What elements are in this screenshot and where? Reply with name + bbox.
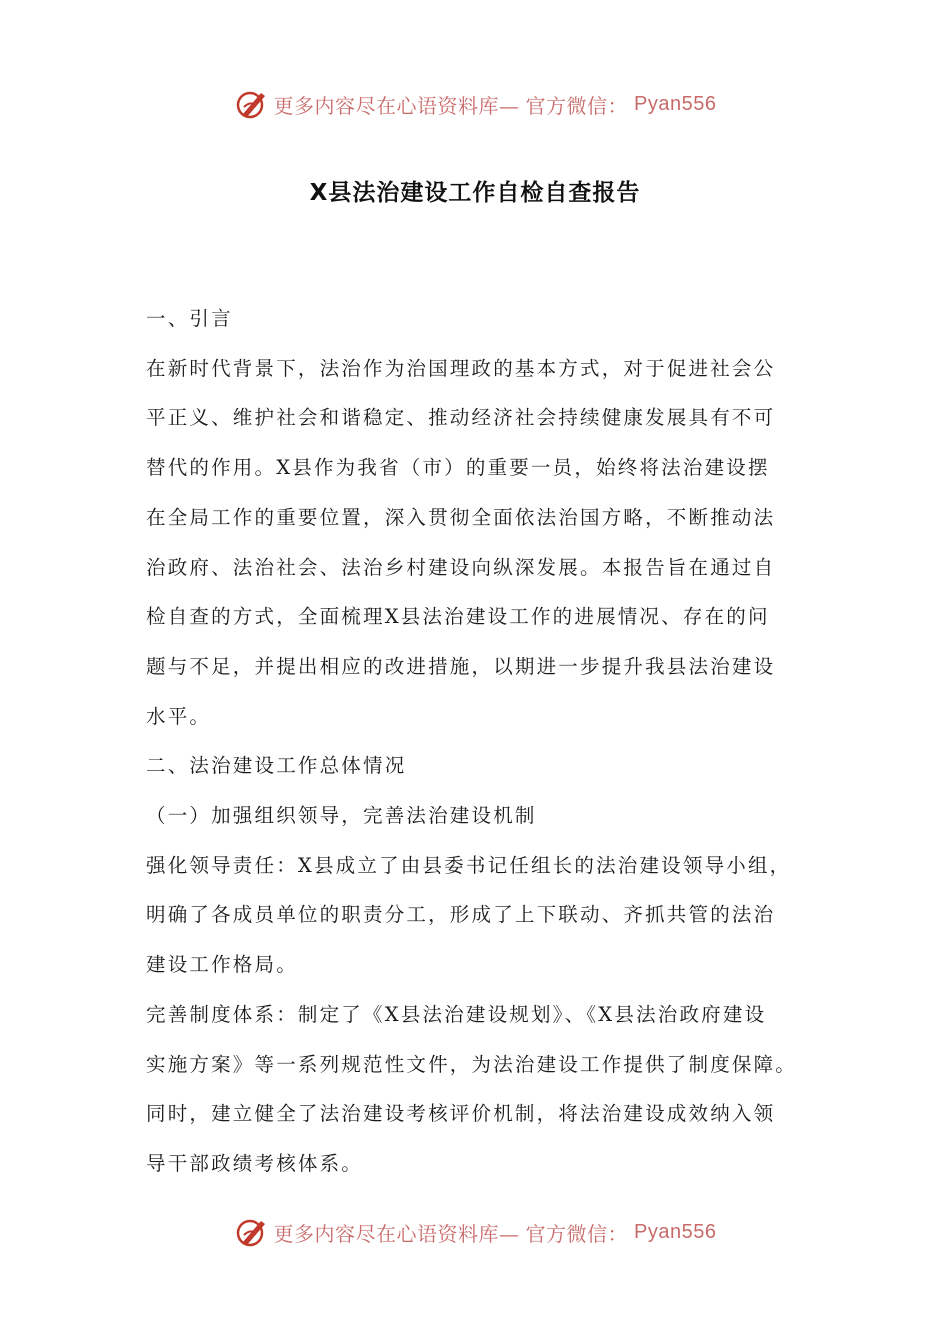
section-heading: 一、引言 xyxy=(146,307,233,330)
paragraph-line: 导干部政绩考核体系。 xyxy=(146,1151,364,1175)
paragraph-line: 在新时代背景下，法治作为治国理政的基本方式，对于促进社会公 xyxy=(146,356,776,380)
watermark-wechat-id: Pyan556 xyxy=(634,92,717,115)
watermark-banner-top xyxy=(0,84,950,124)
document-body xyxy=(146,294,806,1189)
paragraph-line: 题与不足，并提出相应的改进措施，以期进一步提升我县法治建设 xyxy=(146,654,776,678)
paragraph-line: 水平。 xyxy=(146,704,212,728)
watermark-wechat-id: Pyan556 xyxy=(634,1220,717,1243)
subsection-heading: （一）加强组织领导，完善法治建设机制 xyxy=(146,804,537,828)
pen-logo-icon xyxy=(234,87,268,121)
paragraph-line: 强化领导责任：X县成立了由县委书记任组长的法治建设领导小组， xyxy=(146,853,792,877)
paragraph-line: 平正义、维护社会和谐稳定、推动经济社会持续健康发展具有不可 xyxy=(146,406,776,430)
paragraph-line: 治政府、法治社会、法治乡村建设向纵深发展。本报告旨在通过自 xyxy=(146,555,776,579)
paragraph-line: 替代的作用。X县作为我省（市）的重要一员，始终将法治建设摆 xyxy=(146,456,770,480)
section-heading: 二、法治建设工作总体情况 xyxy=(146,754,407,778)
paragraph-line: 同时，建立健全了法治建设考核评价机制，将法治建设成效纳入领 xyxy=(146,1102,776,1126)
pen-logo-icon xyxy=(234,1215,268,1249)
watermark-text: 更多内容尽在心语资料库— xyxy=(273,93,520,118)
watermark-wechat-label: 官方微信： xyxy=(525,93,629,118)
paragraph-line: 在全局工作的重要位置，深入贯彻全面依法治国方略，不断推动法 xyxy=(146,505,776,529)
paragraph-line: 建设工作格局。 xyxy=(146,953,298,977)
watermark-wechat-label: 官方微信： xyxy=(525,1221,629,1246)
paragraph-line: 完善制度体系：制定了《X县法治建设规划》、《X县法治政府建设 xyxy=(146,1002,767,1026)
document-title: X县法治建设工作自检自查报告 xyxy=(309,180,641,206)
paragraph-line: 明确了各成员单位的职责分工，形成了上下联动、齐抓共管的法治 xyxy=(146,903,776,927)
paragraph-line: 实施方案》等一系列规范性文件，为法治建设工作提供了制度保障。 xyxy=(146,1052,798,1076)
watermark-text: 更多内容尽在心语资料库— xyxy=(273,1221,520,1246)
paragraph-line: 检自查的方式，全面梳理X县法治建设工作的进展情况、存在的问 xyxy=(146,605,770,629)
watermark-banner-bottom xyxy=(0,1212,950,1252)
